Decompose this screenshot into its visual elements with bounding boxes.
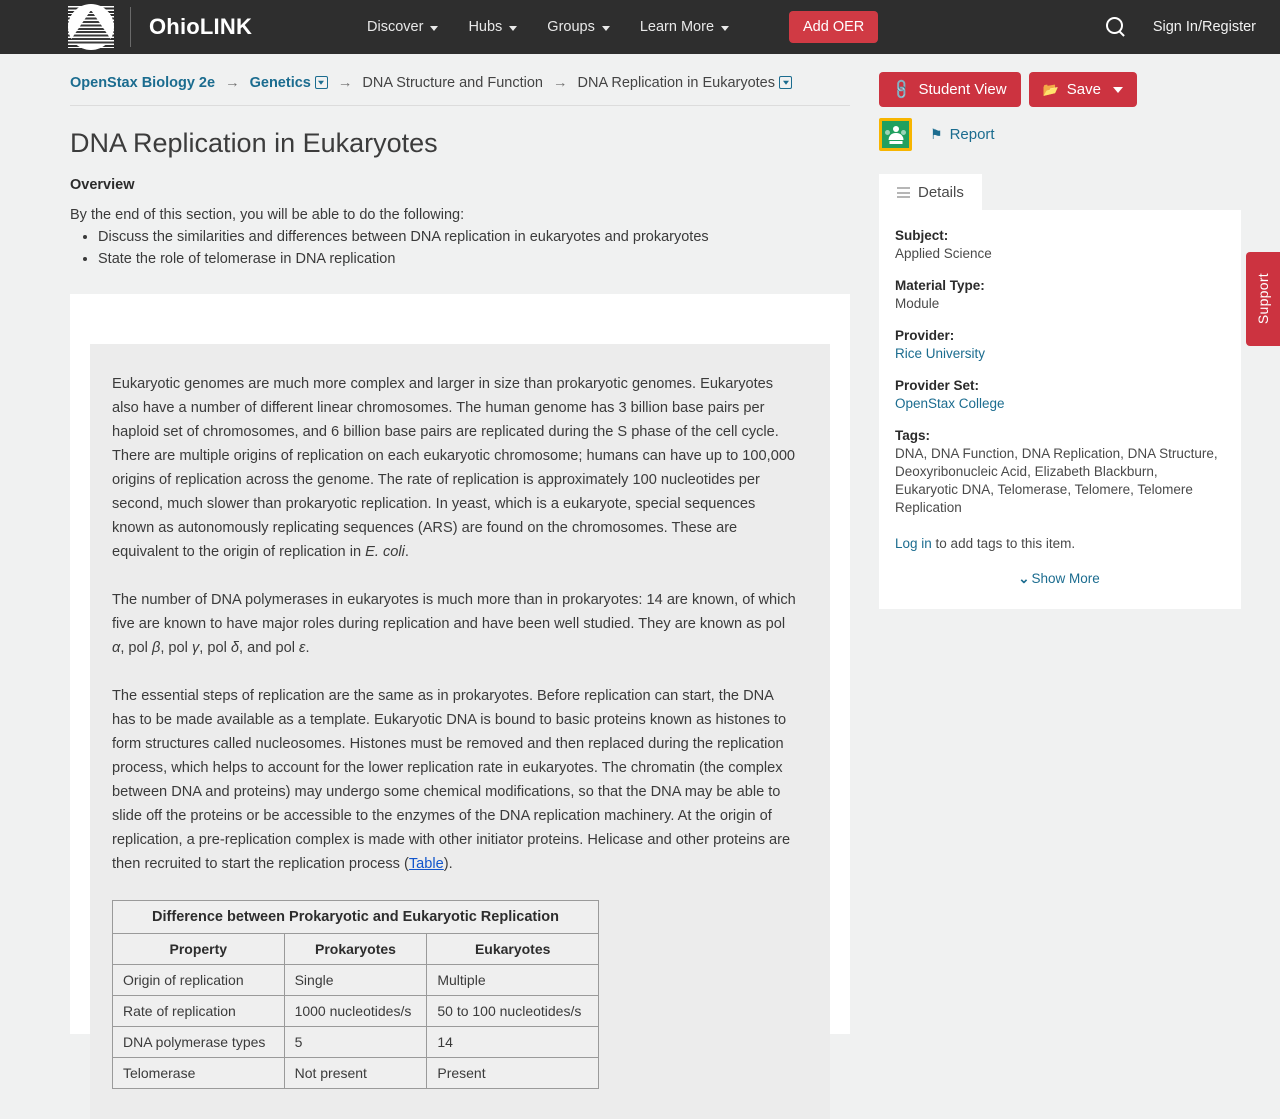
table-row <box>113 965 599 996</box>
comparison-table <box>112 900 599 1089</box>
search-icon[interactable] <box>1105 16 1127 38</box>
paragraph-3 <box>112 684 800 876</box>
gc-side-left <box>885 130 890 135</box>
save-button[interactable] <box>1029 72 1137 107</box>
tab-details-label: Details <box>918 184 964 201</box>
overview-heading: Overview <box>70 177 135 193</box>
paragraph-2-sep-1: , pol <box>120 640 152 656</box>
breadcrumb-item-dna-structure-and-function: DNA Structure and Function <box>362 75 543 91</box>
greek-epsilon: ε <box>299 640 306 656</box>
paragraph-3-end: ). <box>443 856 453 872</box>
cell-eukaryotes: Multiple <box>427 965 599 996</box>
nav-item-groups[interactable] <box>547 19 610 35</box>
details-panel <box>879 210 1241 609</box>
cell-property: DNA polymerase types <box>113 1027 285 1058</box>
student-view-button[interactable] <box>879 72 1021 107</box>
overview-intro: By the end of this section, you will be able to do the following: <box>70 207 465 223</box>
chevron-down-icon <box>602 26 610 31</box>
list-icon <box>897 187 910 198</box>
login-rest-text: to add tags to this item. <box>931 536 1076 551</box>
greek-gamma: γ <box>191 640 200 656</box>
column-header-property: Property <box>113 934 285 965</box>
table-header-row <box>113 934 599 965</box>
table-row <box>113 1058 599 1089</box>
breadcrumb-dropdown-icon-genetics[interactable] <box>315 76 328 89</box>
detail-label-provider-set: Provider Set: <box>895 378 980 393</box>
chevron-down-icon <box>1113 87 1123 93</box>
greek-delta: δ <box>230 640 239 656</box>
provider-set-link[interactable]: OpenStax College <box>895 396 1005 411</box>
chevron-down-icon <box>509 26 517 31</box>
primary-nav <box>367 11 878 43</box>
report-label: Report <box>949 126 995 143</box>
tab-details[interactable] <box>879 174 982 210</box>
table-link[interactable]: Table <box>408 856 444 872</box>
ohiolink-logo-icon <box>68 4 114 50</box>
nav-item-hubs[interactable] <box>468 19 517 35</box>
provider-link[interactable]: Rice University <box>895 346 986 361</box>
support-tab-label: Support <box>1255 273 1271 325</box>
chevron-down-icon: ⌄ <box>1018 571 1030 586</box>
student-view-label: Student View <box>918 81 1007 98</box>
breadcrumb-item-openstax-biology-2e[interactable]: OpenStax Biology 2e <box>70 75 216 91</box>
show-more-button[interactable] <box>895 571 1223 587</box>
breadcrumb-item-dna-replication-in-eukaryotes: DNA Replication in Eukaryotes <box>577 75 775 91</box>
detail-value-subject: Applied Science <box>895 246 992 261</box>
log-in-link[interactable]: Log in <box>895 536 932 551</box>
table-title: Difference between Prokaryotic and Eukaryotic Replication <box>113 901 599 934</box>
paragraph-1-text: Eukaryotic genomes are much more complex and larger in size than prokaryotic genomes. Eukaryotes also have a number of different linear chromosomes. The human genome has 3 billion base pairs per haploid set of chromosomes, and 6 billion base pairs are replicated during the S phase of the cell cycle. There are multiple origins of replication on each eukaryotic chromosome; humans can have up to 100,000 origins of replication across the genome. The rate of replication is approximately 100 nucleotides per second, much slower than prokaryotic replication. In yeast, which is a eukaryote, special sequences known as autonomously replicating sequences (ARS) are found on the chromosomes. These are equivalent to the origin of replication in <box>112 376 796 560</box>
gc-bar <box>889 141 902 144</box>
list-item: • Discuss the similarities and differences between DNA replication in eukaryotes and prokaryotes <box>98 229 850 245</box>
detail-value-provider-wrap <box>895 345 1223 363</box>
cell-prokaryotes: Not present <box>284 1058 427 1089</box>
sign-in-register-link[interactable]: Sign In/Register <box>1152 19 1256 35</box>
google-classroom-icon[interactable] <box>879 118 912 151</box>
detail-value-tags: DNA, DNA Function, DNA Replication, DNA Structure, Deoxyribonucleic Acid, Elizabeth Blackburn, Eukaryotic DNA, Telomerase, Telomere, Telomere Replication <box>895 446 1218 515</box>
add-oer-button[interactable]: Add OER <box>789 11 878 43</box>
flag-icon: ⚑ <box>930 126 943 142</box>
chevron-down-icon <box>721 26 729 31</box>
sidebar-column <box>879 72 1241 1034</box>
list-item: • State the role of telomerase in DNA replication <box>98 251 850 267</box>
brand[interactable] <box>68 4 252 50</box>
breadcrumb-dropdown-icon-current[interactable] <box>779 76 792 89</box>
paragraph-2-sep-3: , pol <box>199 640 231 656</box>
table-row <box>113 996 599 1027</box>
primary-actions <box>879 72 1241 107</box>
cell-eukaryotes: 14 <box>427 1027 599 1058</box>
table-title-row <box>113 901 599 934</box>
cell-prokaryotes: 1000 nucleotides/s <box>284 996 427 1027</box>
breadcrumb-separator: → <box>337 75 353 91</box>
sidebar-tabs <box>879 174 1241 210</box>
detail-label-provider: Provider: <box>895 328 955 343</box>
paragraph-1-emphasis: E. coli <box>365 544 405 560</box>
chevron-down-icon <box>430 26 438 31</box>
resource-preview-panel <box>70 294 850 1081</box>
nav-item-discover-label: Discover <box>367 19 424 35</box>
cell-prokaryotes: Single <box>284 965 427 996</box>
show-more-label: Show More <box>1031 571 1100 586</box>
breadcrumb-separator: → <box>553 75 568 91</box>
page-title: DNA Replication in Eukaryotes <box>70 128 438 158</box>
table-row <box>113 1027 599 1058</box>
breadcrumb-separator: → <box>225 75 240 91</box>
detail-value-material-type: Module <box>895 296 940 311</box>
paragraph-2-end: . <box>305 640 310 656</box>
greek-alpha: α <box>112 640 121 656</box>
paragraph-1 <box>112 372 800 564</box>
page-body <box>0 54 1280 1081</box>
detail-label-material-type: Material Type: <box>895 278 985 293</box>
breadcrumb-item-genetics[interactable]: Genetics <box>249 75 311 91</box>
cell-property: Rate of replication <box>113 996 285 1027</box>
nav-item-groups-label: Groups <box>547 19 595 35</box>
detail-value-provider-set-wrap <box>895 395 1223 413</box>
nav-item-hubs-label: Hubs <box>468 19 503 35</box>
gc-side-right <box>901 130 906 135</box>
nav-item-discover[interactable] <box>367 19 438 35</box>
column-header-eukaryotes: Eukaryotes <box>427 934 599 965</box>
objectives-list <box>70 229 850 267</box>
gc-head <box>893 126 899 132</box>
greek-beta: β <box>151 640 161 656</box>
paragraph-1-text-end: . <box>404 544 409 560</box>
save-label: Save <box>1066 81 1101 98</box>
nav-item-learn-more-label: Learn More <box>639 19 715 35</box>
resource-content <box>90 344 830 1119</box>
top-navigation-bar <box>0 0 1280 54</box>
paragraph-3-text: The essential steps of replication are the same as in prokaryotes. Before replication can start, the DNA has to be made available as a template. Eukaryotic DNA is bound to basic proteins known as histones to form structures called nucleosomes. Histones must be removed and then replaced during the replication process, which helps to account for the lower replication rate in eukaryotes. The chromatin (the complex between DNA and proteins) may undergo some chemical modifications, so that the DNA may be able to slide off the proteins or be accessible to the enzymes of the DNA replication machinery. At the origin of replication, a pre-replication complex is made with other initiator proteins. Helicase and other proteins are then recruited to start the replication process ( <box>112 688 791 872</box>
breadcrumb <box>70 72 850 106</box>
cell-property: Telomerase <box>113 1058 285 1089</box>
secondary-actions <box>879 118 1241 151</box>
link-chain-icon: 🔗 <box>889 77 914 101</box>
paragraph-2 <box>112 588 800 660</box>
brand-name: OhioLINK <box>149 14 253 39</box>
cell-eukaryotes: Present <box>427 1058 599 1089</box>
nav-item-learn-more[interactable] <box>640 19 729 35</box>
support-tab[interactable] <box>1246 252 1280 346</box>
login-to-add-tags <box>895 536 1223 551</box>
nav-right-group <box>1105 16 1256 38</box>
brand-divider <box>130 7 131 47</box>
cell-property: Origin of replication <box>113 965 285 996</box>
detail-label-tags: Tags: <box>895 428 931 443</box>
cell-eukaryotes: 50 to 100 nucleotides/s <box>427 996 599 1027</box>
column-header-prokaryotes: Prokaryotes <box>284 934 427 965</box>
paragraph-2-sep-4: , and pol <box>239 640 300 656</box>
paragraph-2-text: The number of DNA polymerases in eukaryotes is much more than in prokaryotes: 14 are known, of which five are known to have major roles during replication and have been well studied. They are known as pol <box>112 592 796 632</box>
report-link[interactable] <box>930 126 995 143</box>
folder-open-icon: 📂 <box>1042 81 1059 97</box>
detail-label-subject: Subject: <box>895 228 949 243</box>
cell-prokaryotes: 5 <box>284 1027 427 1058</box>
paragraph-2-sep-2: , pol <box>160 640 192 656</box>
main-column <box>70 72 850 1081</box>
